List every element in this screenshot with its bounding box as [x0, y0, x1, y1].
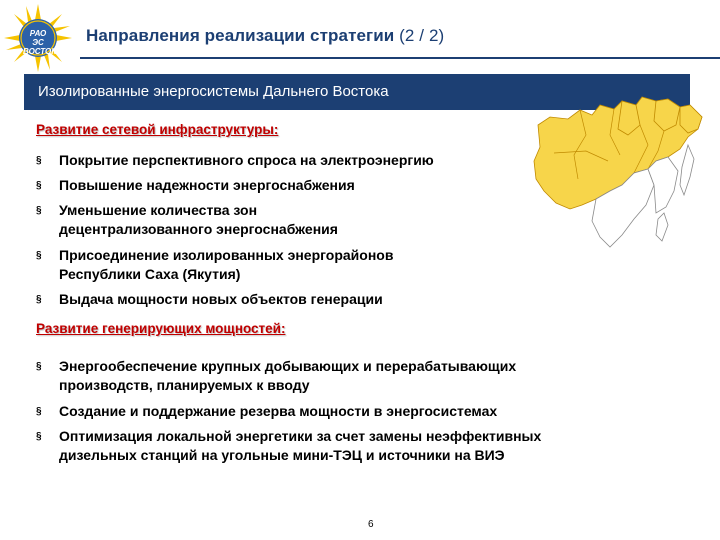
banner-text: Изолированные энергосистемы Дальнего Востока	[38, 83, 389, 100]
bullet-icon: §	[36, 205, 42, 216]
logo-text: РАО ЭС ВОСТОКА	[23, 29, 62, 56]
bullet-icon: §	[36, 155, 42, 166]
bullet-icon: §	[36, 431, 42, 442]
title-suffix: (2 / 2)	[399, 26, 445, 45]
list-item-text: Энергообеспечение крупных добывающих и перерабатывающих производств, планируемых к вводу	[59, 358, 517, 393]
section-title-generation: Развитие генерирующих мощностей:	[36, 321, 286, 336]
bullet-icon: §	[36, 361, 42, 372]
bullet-icon: §	[36, 406, 42, 417]
bullet-icon: §	[36, 250, 42, 261]
page-number: 6	[368, 519, 374, 530]
list-item-text: Оптимизация локальной энергетики за счет замены неэффективных дизельных станций на угольные мини-ТЭЦ и источники на ВИЭ	[59, 428, 542, 463]
list-item-text: Повышение надежности энергоснабжения	[59, 177, 355, 193]
page-title	[86, 26, 444, 46]
company-logo	[2, 2, 74, 74]
header-rule	[80, 57, 720, 59]
title-main: Направления реализации стратегии	[86, 26, 395, 45]
list-item-text: Создание и поддержание резерва мощности в энергосистемах	[59, 403, 498, 419]
section-title-network: Развитие сетевой инфраструктуры:	[36, 122, 279, 137]
list-item-text: Выдача мощности новых объектов генерации	[59, 291, 383, 307]
list-item-text: Покрытие перспективного спроса на электроэнергию	[59, 152, 434, 168]
bullet-icon: §	[36, 294, 42, 305]
list-item-text: Присоединение изолированных энергорайонов Республики Саха (Якутия)	[59, 247, 394, 282]
bullet-icon: §	[36, 180, 42, 191]
list-item-text: Уменьшение количества зон децентрализованного энергоснабжения	[59, 202, 338, 237]
